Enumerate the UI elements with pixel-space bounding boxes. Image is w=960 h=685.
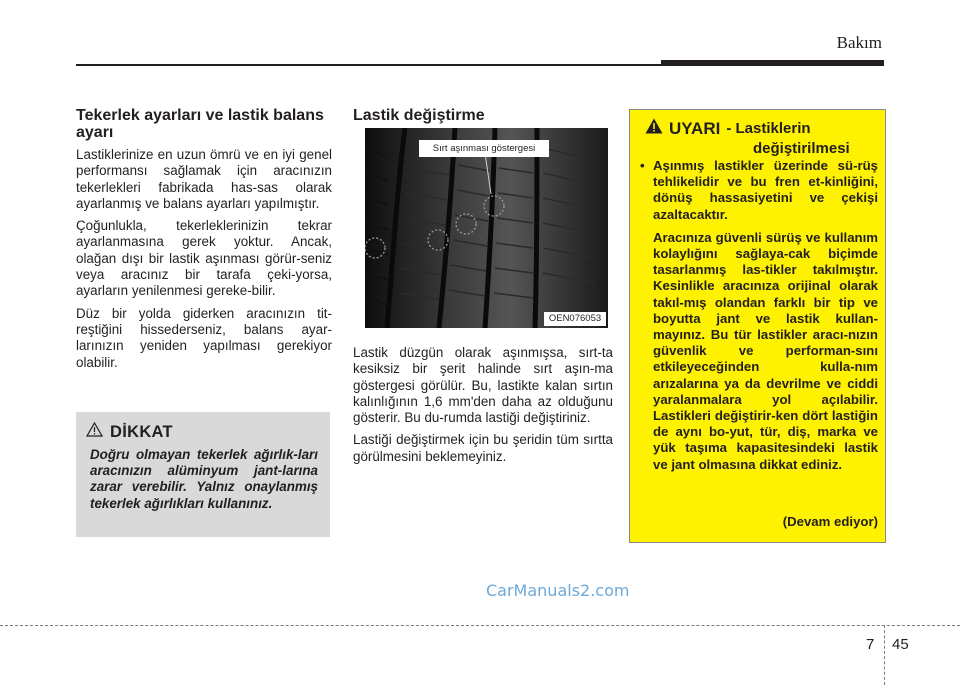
tire-tread-illustration: [365, 128, 608, 328]
warning-subtitle-line1: - Lastiklerin: [726, 120, 811, 137]
footer-divider: [884, 625, 885, 685]
section-body-tire-replacement: [353, 345, 613, 465]
warning-label: UYARI: [669, 118, 721, 138]
caution-text: Doğru olmayan tekerlek ağırlık-ları aracınızın alüminyum jant-larına zarar verebilir. Yalnız onaylanmış tekerlek ağırlıkları kullanınız.: [90, 447, 318, 511]
caution-header: [86, 422, 173, 442]
section-heading-tire-replacement: Lastik değiştirme: [353, 107, 485, 124]
figure-callout-label: Sırt aşınması göstergesi: [432, 143, 536, 154]
paragraph: Lastiklerinize en uzun ömrü ve en iyi genel performansı sağlamak için aracınızın tekerlekleri fabrikada has-sas olarak ayarlanmış ve balans ayarları yapılmıştır.: [76, 147, 332, 211]
watermark-text: CarManuals2.com: [486, 581, 630, 600]
section-body-wheel-alignment: [76, 147, 332, 371]
section-heading-wheel-alignment: Tekerlek ayarları ve lastik balans ayarı: [76, 107, 324, 141]
header-rule-thick: [661, 60, 884, 66]
caution-label: DİKKAT: [110, 422, 173, 441]
chapter-number: 7: [866, 636, 875, 653]
warning-header: [645, 118, 875, 157]
caution-triangle-icon: [86, 422, 103, 442]
header-rule-thin: [76, 64, 661, 66]
paragraph: Lastik düzgün olarak aşınmışsa, sırt-ta kesiksiz bir şerit halinde sırt aşın-ma göstergesi görülür. Bu, lastikte kalan sırtın kalınlığının 1,6 mm'den daha az olduğunu gösterir. Bu du-rumda lastiği değiştiriniz.: [353, 345, 613, 426]
page-number: 45: [892, 636, 909, 653]
tire-tread-wear-figure: [365, 128, 608, 328]
warning-triangle-icon: [645, 118, 663, 139]
paragraph: Düz bir yolda giderken aracınızın tit-reştiğini hissederseniz, balans ayar-larınızın yeniden yapılması gerekiyor olabilir.: [76, 305, 332, 370]
warning-bullet-item: [640, 158, 878, 223]
warning-bullet-text: Aşınmış lastikler üzerinde sü-rüş tehlikelidir ve bu fren et-kinliğini, dönüş hassasiyetini ve çekişi azaltacaktır.: [653, 158, 878, 222]
continued-note: (Devam ediyor): [782, 514, 878, 529]
figure-code: OEN076053: [548, 313, 602, 324]
running-header-title: Bakım: [836, 33, 882, 52]
warning-body: [640, 158, 878, 473]
bullet-icon: •: [640, 158, 645, 173]
warning-subtitle-line2: değiştirilmesi: [753, 140, 850, 157]
footer-rule: [0, 625, 960, 626]
warning-paragraph: Aracınıza güvenli sürüş ve kullanım kolaylığını sağlaya-cak biçimde tasarlanmış las-tikler takılmıştır. Kesinlikle aracınıza orijinal olarak takıl-mış olandan farklı bir tip ve boyutta jant ve lastik kullan-mayınız. Bu tür lastikler aracı-nızın güvenlik ve performan-sını etkileyeceğinden kulla-nım arızalarına ya da devrilme ve ciddi yaralanmalara yol açılabilir. Lastikleri değiştirir-ken dört lastiğin de aynı bo-yut, tür, diş, marka ve yük taşıma kapasitesindeki lastik ve jant olmasına dikkat ediniz.: [653, 229, 878, 472]
paragraph: Çoğunlukla, tekerleklerinizin tekrar ayarlanmasına gerek yoktur. Ancak, olağan dışı bir lastik aşınması görür-seniz veya aracınız bir tarafa çeki-yorsa, ayarların yenilenmesi gereke-bilir.: [76, 218, 332, 299]
paragraph: Lastiği değiştirmek için bu şeridin tüm sırtta görülmesini beklemeyiniz.: [353, 432, 613, 464]
